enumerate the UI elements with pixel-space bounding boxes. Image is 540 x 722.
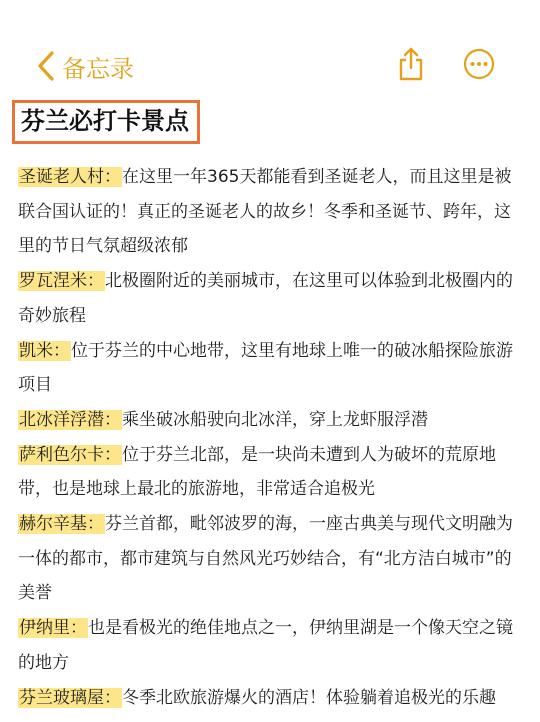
entry-name: 伊纳里： — [19, 618, 87, 639]
list-item — [18, 403, 526, 438]
entry-name: 赫尔辛基： — [19, 514, 104, 535]
list-item — [18, 611, 526, 680]
entry-text: 位于芬兰的中心地带，这里有地球上唯一的破冰船探险旅游项目 — [18, 340, 513, 396]
list-item — [18, 160, 526, 264]
list-item — [18, 438, 526, 507]
list-item — [18, 334, 526, 403]
entry-text: 乘坐破冰船驶向北冰洋，穿上龙虾服浮潜 — [122, 409, 428, 430]
share-icon[interactable] — [396, 46, 426, 82]
entry-text: 位于芬兰北部，是一块尚未遭到人为破坏的荒原地带，也是地球上最北的旅游地，非常适合追极光 — [18, 444, 496, 500]
entry-name: 北冰洋浮潜： — [19, 409, 121, 430]
back-label: 备忘录 — [62, 54, 134, 83]
back-button[interactable] — [36, 46, 134, 86]
entry-name: 凯米： — [19, 340, 70, 361]
list-item — [18, 507, 526, 611]
entry-text: 冬季北欧旅游爆火的酒店！体验躺着追极光的乐趣 — [122, 687, 496, 708]
list-item — [18, 681, 526, 716]
note-title: 芬兰必打卡景点 — [12, 100, 200, 144]
more-options-icon[interactable] — [463, 48, 495, 80]
entry-name: 萨利色尔卡： — [19, 444, 121, 465]
entry-text: 北极圈附近的美丽城市，在这里可以体验到北极圈内的奇妙旅程 — [18, 271, 513, 326]
entry-text: 芬兰首都，毗邻波罗的海，一座古典美与现代文明融为一体的都市，都市建筑与自然风光巧妙结合，有“北方洁白城市”的美誉 — [18, 514, 513, 604]
list-item — [18, 264, 526, 333]
entry-name: 芬兰玻璃屋： — [19, 687, 121, 708]
chevron-left-icon — [36, 50, 56, 82]
entry-name: 罗瓦涅米： — [19, 271, 104, 292]
entry-name: 圣诞老人村： — [19, 167, 121, 187]
navigation-bar — [0, 0, 540, 100]
entry-text: 也是看极光的绝佳地点之一，伊纳里湖是一个像天空之镜的地方 — [18, 618, 513, 673]
note-body — [18, 160, 526, 715]
entry-text: 在这里一年365天都能看到圣诞老人，而且这里是被联合国认证的！真正的圣诞老人的故乡！冬季和圣诞节、跨年，这里的节日气氛超级浓郁 — [18, 167, 512, 257]
